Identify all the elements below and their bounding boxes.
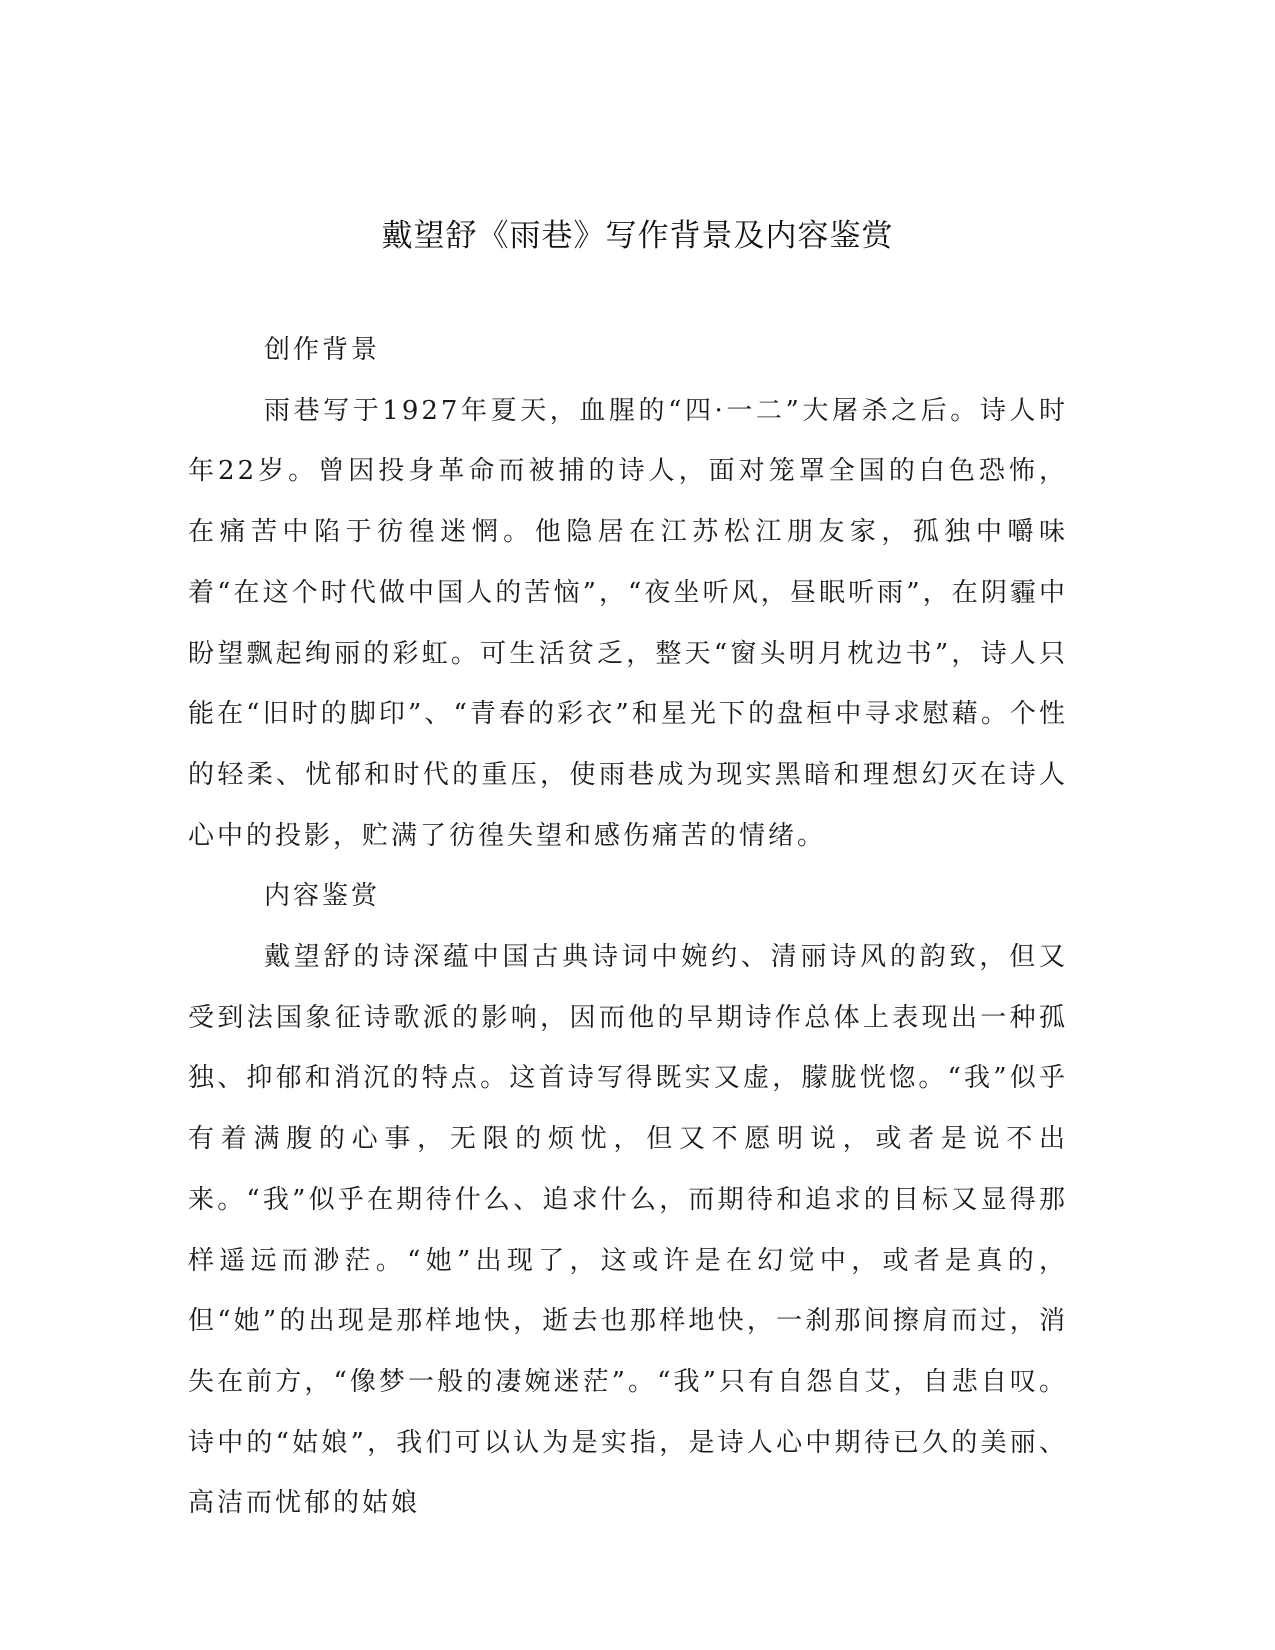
section-heading-background: 创作背景 [264, 335, 381, 365]
section-heading-appreciation: 内容鉴赏 [264, 881, 381, 912]
paragraph-background: 雨巷写于1927年夏天，血腥的“四·一二”大屠杀之后。诗人时年22岁。曾因投身革命而被捕的诗人，面对笼罩全国的白色恐怖，在痛苦中陷于彷徨迷惘。他隐居在江苏松江朋友家，孤独中嚼味着“在这个时代做中国人的苦恼”，“夜坐听风，昼眠听雨”，在阴霾中盼望飘起绚丽的彩虹。可生活贫乏，整天“窗头明月枕边书”，诗人只能在“旧时的脚印”、“青春的彩衣”和星光下的盘桓中寻求慰藉。个性的轻柔、忧郁和时代的重压，使雨巷成为现实黑暗和理想幻灭在诗人心中的投影，贮满了彷徨失望和感伤痛苦的情绪。 [188, 395, 1068, 851]
paragraph-appreciation: 戴望舒的诗深蕴中国古典诗词中婉约、清丽诗风的韵致，但又受到法国象征诗歌派的影响，因而他的早期诗作总体上表现出一种孤独、抑郁和消沉的特点。这首诗写得既实又虚，朦胧恍惚。“我”似乎有着满腹的心事，无限的烦忧，但又不愿明说，或者是说不出来。“我”似乎在期待什么、追求什么，而期待和追求的目标又显得那样遥远而渺茫。“她”出现了，这或许是在幻觉中，或者是真的，但“她”的出现是那样地快，逝去也那样地快，一刹那间擦肩而过，消失在前方，“像梦一般的凄婉迷茫”。“我”只有自怨自艾，自悲自叹。诗中的“姑娘”，我们可以认为是实指，是诗人心中期待已久的美丽、高洁而忧郁的姑娘 [188, 942, 1068, 1519]
document-body [188, 320, 1068, 1534]
page-title: 戴望舒《雨巷》写作背景及内容鉴赏 [381, 218, 894, 254]
